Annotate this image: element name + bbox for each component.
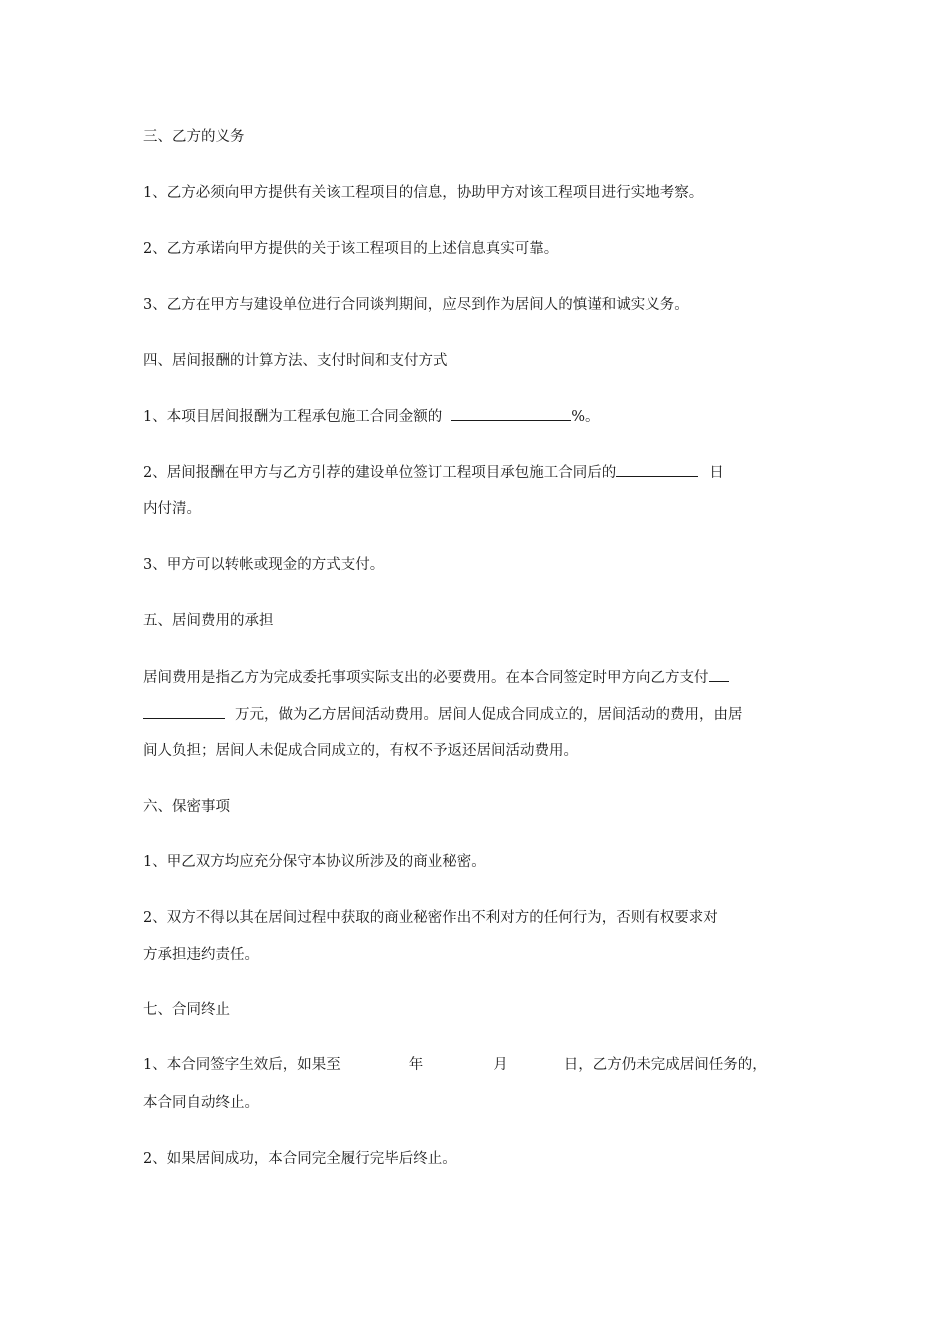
section-6-item-2-line-2: 方承担违约责任。: [143, 947, 259, 963]
section-4-item-2-text: 2、居间报酬在甲方与乙方引荐的建设单位签订工程项目承包施工合同后的: [143, 465, 617, 481]
section-3-item-2: 2、乙方承诺向甲方提供的关于该工程项目的上述信息真实可靠。: [143, 241, 559, 257]
section-7-item-1-text: 1、本合同签字生效后，如果至: [143, 1057, 341, 1073]
section-3-heading: 三、乙方的义务: [143, 129, 245, 145]
section-4-item-1: [143, 406, 600, 427]
section-7-item-2: 2、如果居间成功，本合同完全履行完毕后终止。: [143, 1151, 457, 1167]
section-7-item-1-line-2: 本合同自动终止。: [143, 1095, 259, 1111]
section-4-item-1-text: 1、本项目居间报酬为工程承包施工合同金额的: [143, 409, 443, 425]
expense-amount-blank-start[interactable]: [709, 667, 729, 682]
section-4-heading: 四、居间报酬的计算方法、支付时间和支付方式: [143, 353, 448, 369]
section-5-heading: 五、居间费用的承担: [143, 613, 274, 629]
year-label: 年: [408, 1057, 424, 1073]
section-6-heading: 六、保密事项: [143, 799, 230, 815]
month-label: 月: [493, 1057, 508, 1073]
section-5-line-1-text: 居间费用是指乙方为完成委托事项实际支出的必要费用。在本合同签定时甲方向乙方支付: [143, 670, 709, 686]
commission-rate-blank[interactable]: [451, 406, 571, 421]
section-5-line-2-text: 万元，做为乙方居间活动费用。居间人促成合同成立的，居间活动的费用，由居: [235, 707, 743, 723]
section-6-item-2-line-1: 2、双方不得以其在居间过程中获取的商业秘密作出不利对方的任何行为，否则有权要求对: [143, 910, 718, 926]
section-3-item-1: 1、乙方必须向甲方提供有关该工程项目的信息，协助甲方对该工程项目进行实地考察。: [143, 185, 704, 201]
section-3-item-3: 3、乙方在甲方与建设单位进行合同谈判期间，应尽到作为居间人的慎谨和诚实义务。: [143, 297, 689, 313]
section-7-heading: 七、合同终止: [143, 1002, 230, 1018]
payment-days-blank[interactable]: [616, 462, 698, 477]
section-4-item-2-line-1: [143, 462, 724, 483]
section-4-item-2-suffix: 日: [709, 465, 724, 481]
expense-amount-blank[interactable]: [143, 704, 225, 719]
section-4-item-2-line-2: 内付清。: [143, 501, 201, 517]
section-5-line-2: [143, 704, 743, 725]
section-7-item-1-line-1: [143, 1055, 767, 1075]
section-5-line-3: 间人负担；居间人未促成合同成立的，有权不予返还居间活动费用。: [143, 743, 578, 759]
section-5-line-1: [143, 667, 729, 688]
section-6-item-1: 1、甲乙双方均应充分保守本协议所涉及的商业秘密。: [143, 854, 486, 870]
day-label: 日，乙方仍未完成居间任务的，: [563, 1057, 767, 1073]
section-4-item-3: 3、甲方可以转帐或现金的方式支付。: [143, 557, 385, 573]
section-4-item-1-suffix: %。: [571, 409, 600, 425]
